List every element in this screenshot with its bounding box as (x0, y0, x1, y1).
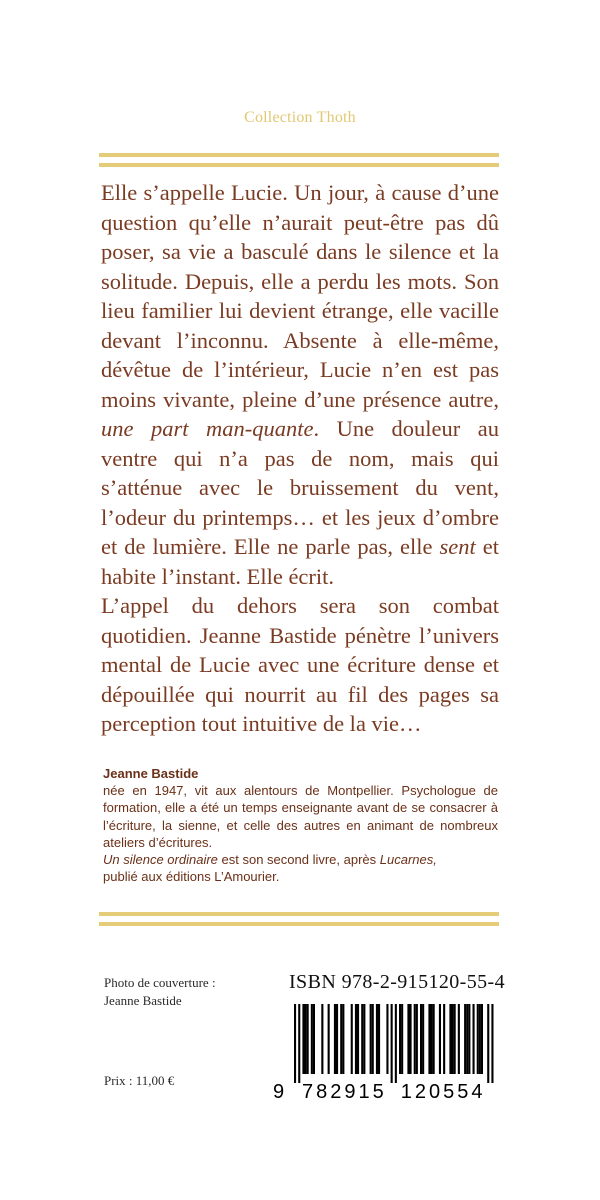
previous-book-title: Lucarnes, (379, 852, 437, 868)
barcode-bar (414, 1004, 416, 1074)
barcode-bar (311, 1004, 313, 1074)
barcode-bar (334, 1004, 336, 1074)
barcode-bar (351, 1004, 353, 1074)
barcode-bar (313, 1004, 315, 1074)
barcode-bar (452, 1004, 454, 1074)
book-title: Un silence ordinaire (103, 852, 218, 868)
bottom-double-rule (99, 912, 499, 926)
barcode-bar (302, 1004, 304, 1074)
barcode-digits: 120554 (400, 1081, 486, 1103)
barcode-bar (370, 1004, 372, 1074)
barcode-bar (468, 1004, 470, 1074)
barcode-bar (298, 1004, 300, 1083)
barcode-bar (378, 1004, 380, 1074)
barcode-bar (458, 1004, 460, 1074)
barcode-bar (449, 1004, 451, 1074)
barcode-bar (416, 1004, 418, 1074)
barcode-bar (454, 1004, 456, 1074)
publisher-line: publié aux éditions L’Amourier. (103, 869, 280, 885)
barcode-bar (294, 1004, 296, 1083)
photo-credit-name: Jeanne Bastide (104, 993, 182, 1008)
barcode-bar (481, 1004, 483, 1074)
isbn-number: ISBN 978-2-915120-55-4 (289, 971, 506, 993)
barcode-bar (431, 1004, 433, 1074)
bio-text: née en 1947, vit aux alentours de Montpellier. Psychologue de formation, elle a été un temps enseignante avant de se consacrer à l’écriture, la sienne, et celle des autres en animant de nombreux ateliers d’écritures. (103, 783, 498, 850)
barcode-bar (443, 1004, 445, 1074)
barcode-bar (372, 1004, 374, 1074)
barcode-bar (428, 1004, 430, 1074)
barcode-digits: 9 (272, 1081, 288, 1103)
barcode-bar (376, 1004, 378, 1074)
photo-credit (104, 974, 216, 1010)
barcode-bar (479, 1004, 481, 1074)
bio-books: Un silence ordinaire est son second livre, après Lucarnes, (103, 852, 437, 868)
author-name: Jeanne Bastide (103, 766, 199, 781)
barcode-graphic (270, 1002, 510, 1104)
barcode-bar (422, 1004, 424, 1074)
barcode-digits: 782915 (302, 1081, 387, 1103)
barcode-bar (439, 1004, 441, 1074)
barcode-bar (336, 1004, 338, 1074)
blurb-paragraph-1: Elle s’appelle Lucie. Un jour, à cause d’une question qu’elle n’aurait peut-être pas dû poser, sa vie a basculé dans le silence et la solitude. Depuis, elle a perdu les mots. Son lieu familier lui devient étrange, elle vacille devant l’inconnu. Absente à elle-même, dévêtue de l’intérieur, Lucie n’en est pas moins vivante, pleine d’une présence autre, une part man-quante. Une douleur au ventre qui n’a pas de nom, mais qui s’atténue avec le bruissement du vent, l’odeur du printemps… et les jeux d’ombre et de lumière. Elle ne parle pas, elle sent et habite l’instant. Elle écrit. (101, 180, 499, 589)
barcode-bar (305, 1004, 307, 1074)
emphasis-part-manquante: une part man-quante (101, 416, 314, 441)
barcode-bar (466, 1004, 468, 1074)
barcode-bar (340, 1004, 342, 1074)
barcode-bar (363, 1004, 365, 1074)
blurb-paragraph-2: L’appel du dehors sera son combat quotidien. Jeanne Bastide pénètre l’univers mental de Lucie avec une écriture dense et dépouillée qui nourrit au fil des pages sa perception tout intuitive de la vie… (101, 593, 499, 736)
barcode-bar (361, 1004, 363, 1074)
barcode-bar (395, 1004, 397, 1083)
author-bio (103, 765, 498, 885)
barcode-bar (473, 1004, 475, 1074)
barcode-bar (386, 1004, 388, 1074)
barcode-bar (464, 1004, 466, 1074)
barcode-bar (477, 1004, 479, 1074)
barcode-bar (391, 1004, 393, 1083)
barcode-bar (307, 1004, 309, 1074)
barcode-bar (407, 1004, 409, 1074)
barcode-bar (399, 1004, 401, 1074)
back-cover-blurb (101, 178, 499, 739)
barcode-bar (433, 1004, 435, 1074)
top-double-rule (99, 153, 499, 167)
barcode-bar (487, 1004, 489, 1083)
photo-credit-label: Photo de couverture : (104, 975, 216, 990)
ean-barcode (270, 1002, 510, 1104)
barcode-bar (491, 1004, 493, 1083)
barcode-bar (410, 1004, 412, 1074)
series-name: Collection Thoth (244, 109, 356, 126)
barcode-bar (357, 1004, 359, 1074)
barcode-bar (321, 1004, 323, 1074)
barcode-bar (355, 1004, 357, 1074)
barcode-bar (401, 1004, 403, 1074)
price: Prix : 11,00 € (104, 1073, 175, 1088)
barcode-bar (342, 1004, 344, 1074)
emphasis-sent: sent (439, 534, 476, 559)
barcode-bar (420, 1004, 422, 1074)
barcode-bar (328, 1004, 330, 1074)
